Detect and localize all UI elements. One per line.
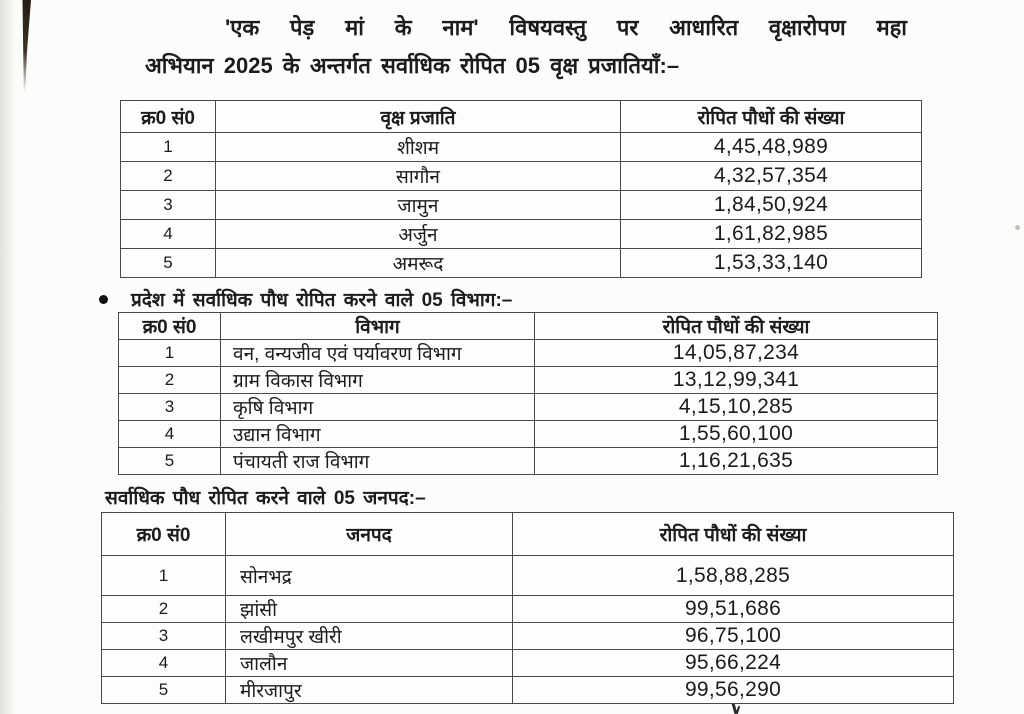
districts-section-heading: सर्वाधिक पौध रोपित करने वाले 05 जनपद:– xyxy=(105,488,426,509)
table-row xyxy=(119,421,938,448)
serial-cell: 5 xyxy=(119,448,221,475)
name-cell: अर्जुन xyxy=(216,220,621,249)
table-row xyxy=(102,556,954,596)
count-cell: 4,45,48,989 xyxy=(621,133,922,162)
species-table xyxy=(120,100,922,278)
table-row xyxy=(119,394,938,421)
name-cell: उद्यान विभाग xyxy=(221,421,535,448)
table-row xyxy=(102,677,954,704)
column-header: रोपित पौधों की संख्या xyxy=(621,101,922,133)
table-row xyxy=(121,133,922,162)
name-cell: ग्राम विकास विभाग xyxy=(221,367,535,394)
table-row xyxy=(102,596,954,623)
count-cell: 1,53,33,140 xyxy=(621,249,922,278)
serial-cell: 5 xyxy=(121,249,216,278)
count-cell: 95,66,224 xyxy=(513,650,954,677)
page-edge-shadow xyxy=(0,0,16,714)
count-cell: 1,55,60,100 xyxy=(535,421,938,448)
name-cell: कृषि विभाग xyxy=(221,394,535,421)
count-cell: 96,75,100 xyxy=(513,623,954,650)
scan-speck xyxy=(1015,225,1020,230)
name-cell: सोनभद्र xyxy=(226,556,513,596)
bullet-icon xyxy=(99,295,108,304)
serial-cell: 2 xyxy=(121,162,216,191)
table-header-row xyxy=(119,313,938,340)
serial-cell: 3 xyxy=(119,394,221,421)
scan-artifact-corner xyxy=(21,0,31,93)
departments-table xyxy=(118,312,938,475)
table-row xyxy=(121,162,922,191)
count-cell: 1,84,50,924 xyxy=(621,191,922,220)
name-cell: जामुन xyxy=(216,191,621,220)
column-header: विभाग xyxy=(221,313,535,340)
column-header: जनपद xyxy=(226,513,513,556)
serial-cell: 1 xyxy=(121,133,216,162)
name-cell: लखीमपुर खीरी xyxy=(226,623,513,650)
document-title-line-1: 'एक पेड़ मां के नाम' विषयवस्तु पर आधारित वृक्षारोपण महा xyxy=(225,15,907,40)
table-header-row xyxy=(121,101,922,133)
table-row xyxy=(119,367,938,394)
count-cell: 1,58,88,285 xyxy=(513,556,954,596)
name-cell: सागौन xyxy=(216,162,621,191)
name-cell: अमरूद xyxy=(216,249,621,278)
table-row xyxy=(102,650,954,677)
departments-section-heading: प्रदेश में सर्वाधिक पौध रोपित करने वाले 05 विभाग:– xyxy=(131,290,513,311)
name-cell: मीरजापुर xyxy=(226,677,513,704)
column-header: क्र0 सं0 xyxy=(119,313,221,340)
pen-mark xyxy=(729,703,743,714)
column-header: क्र0 सं0 xyxy=(121,101,216,133)
count-cell: 13,12,99,341 xyxy=(535,367,938,394)
name-cell: शीशम xyxy=(216,133,621,162)
serial-cell: 2 xyxy=(119,367,221,394)
column-header: रोपित पौधों की संख्या xyxy=(535,313,938,340)
column-header: वृक्ष प्रजाति xyxy=(216,101,621,133)
table-row xyxy=(102,623,954,650)
serial-cell: 4 xyxy=(121,220,216,249)
serial-cell: 4 xyxy=(119,421,221,448)
count-cell: 4,15,10,285 xyxy=(535,394,938,421)
districts-table xyxy=(101,512,954,704)
name-cell: झांसी xyxy=(226,596,513,623)
serial-cell: 3 xyxy=(102,623,226,650)
table-row xyxy=(119,340,938,367)
serial-cell: 4 xyxy=(102,650,226,677)
name-cell: जालौन xyxy=(226,650,513,677)
serial-cell: 1 xyxy=(119,340,221,367)
column-header: क्र0 सं0 xyxy=(102,513,226,556)
table-row xyxy=(121,191,922,220)
serial-cell: 2 xyxy=(102,596,226,623)
count-cell: 14,05,87,234 xyxy=(535,340,938,367)
column-header: रोपित पौधों की संख्या xyxy=(513,513,954,556)
serial-cell: 1 xyxy=(102,556,226,596)
table-row xyxy=(121,220,922,249)
count-cell: 99,56,290 xyxy=(513,677,954,704)
count-cell: 99,51,686 xyxy=(513,596,954,623)
count-cell: 4,32,57,354 xyxy=(621,162,922,191)
name-cell: वन, वन्यजीव एवं पर्यावरण विभाग xyxy=(221,340,535,367)
count-cell: 1,61,82,985 xyxy=(621,220,922,249)
table-row xyxy=(121,249,922,278)
table-header-row xyxy=(102,513,954,556)
name-cell: पंचायती राज विभाग xyxy=(221,448,535,475)
table-row xyxy=(119,448,938,475)
document-title-line-2: अभियान 2025 के अन्तर्गत सर्वाधिक रोपित 05 वृक्ष प्रजातियाँ:– xyxy=(145,53,680,78)
count-cell: 1,16,21,635 xyxy=(535,448,938,475)
serial-cell: 5 xyxy=(102,677,226,704)
serial-cell: 3 xyxy=(121,191,216,220)
